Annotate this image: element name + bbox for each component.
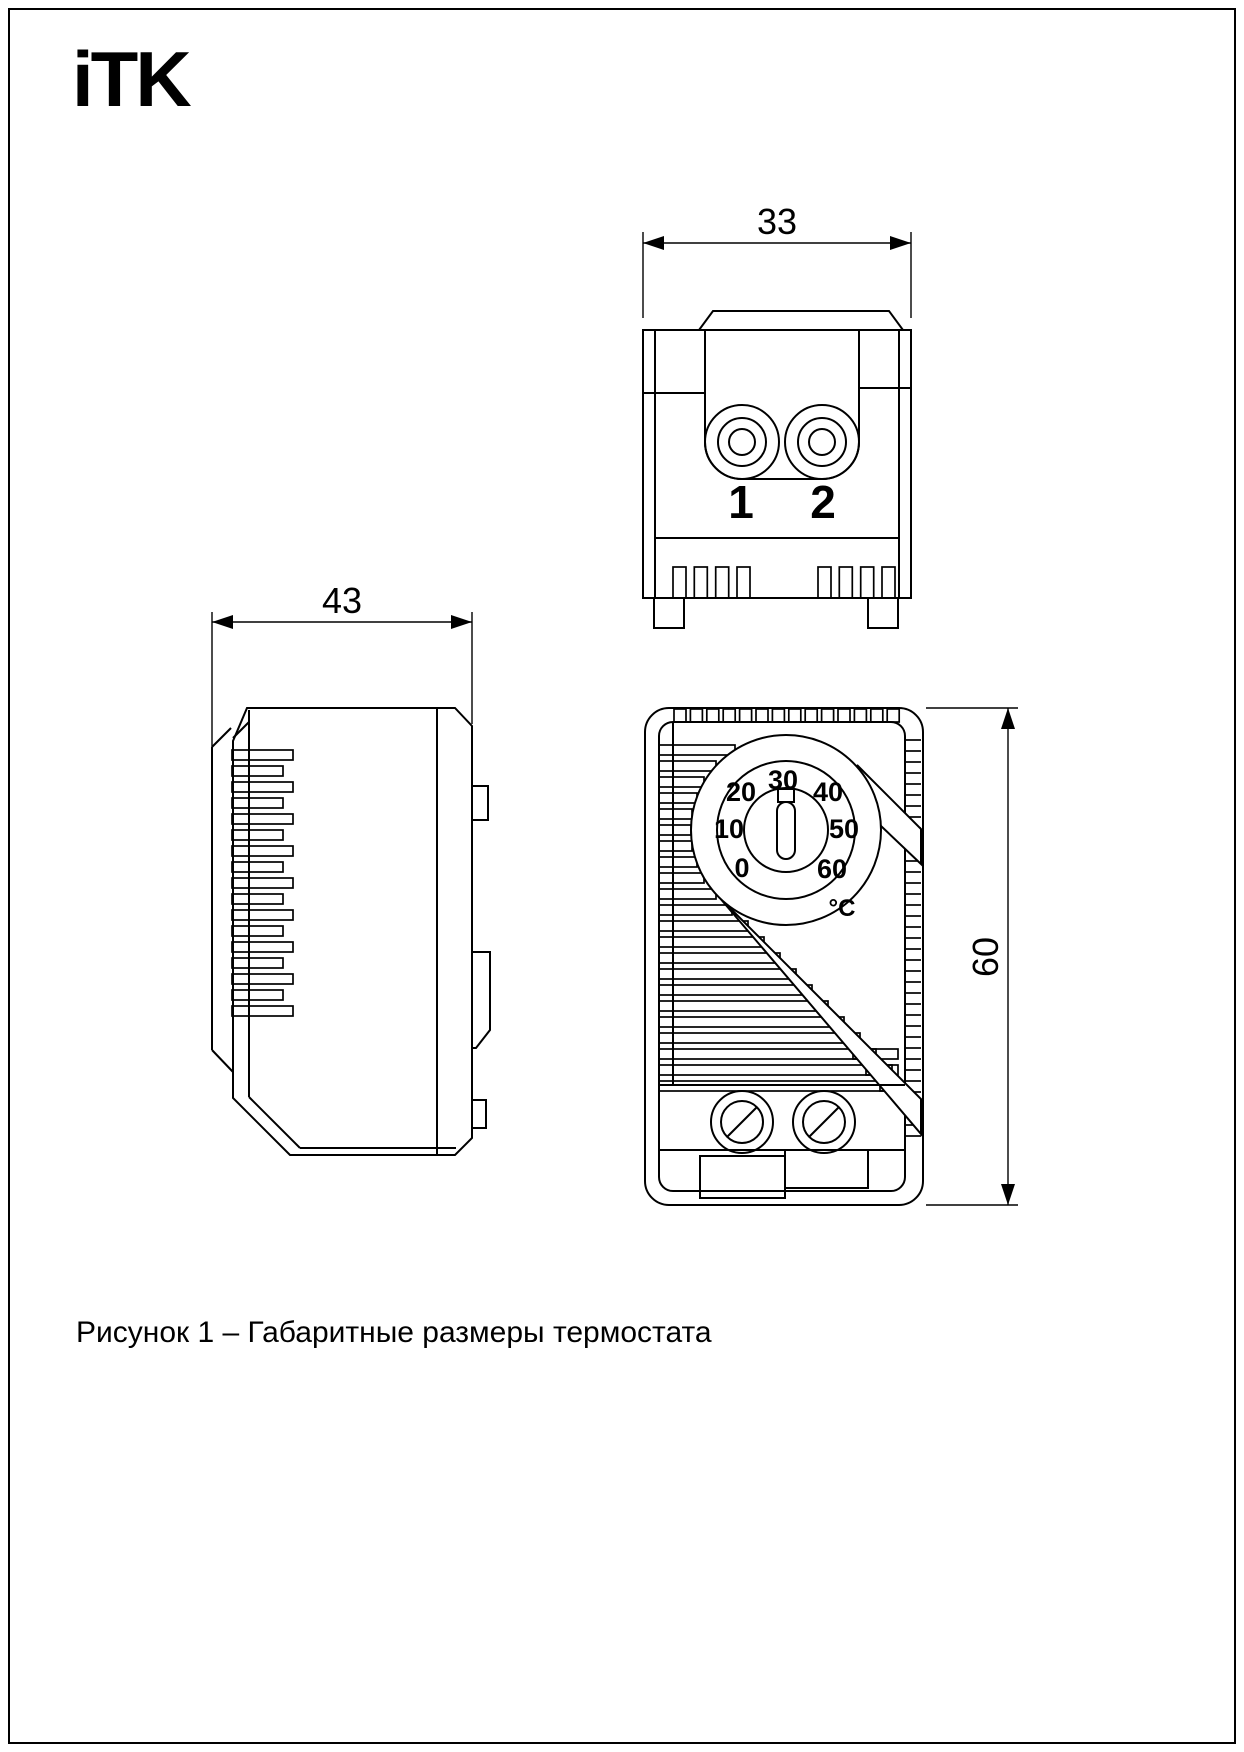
louver-slat (232, 750, 293, 760)
louver-slat (659, 1049, 876, 1059)
dial-scale-0: 0 (734, 853, 750, 883)
vent-slot (822, 709, 834, 722)
louver-slat (659, 905, 732, 915)
louver-slat (659, 841, 692, 851)
din-clip-lower (472, 952, 490, 1048)
louver-slat (659, 825, 691, 835)
louver-slat (232, 1006, 293, 1016)
vent-slot (694, 567, 707, 598)
vent-slot (690, 709, 702, 722)
arrow-up-icon (1001, 708, 1015, 729)
louver-slat (659, 1033, 860, 1043)
temperature-dial (691, 735, 881, 925)
arrow-down-icon (1001, 1184, 1015, 1205)
louver-slat (232, 862, 283, 872)
terminal-2 (785, 405, 859, 479)
vent-slot (818, 567, 831, 598)
louver-slat (232, 782, 293, 792)
louver-slat (232, 798, 283, 808)
louver-slat (232, 942, 293, 952)
louver-slat (659, 1065, 892, 1075)
terminal-recess (705, 330, 859, 479)
diagonal-ridge-lower (719, 897, 921, 1134)
louver-slat (659, 889, 716, 899)
vent-slot (789, 709, 801, 722)
side-view (212, 580, 490, 1155)
terminal-label-1: 1 (728, 476, 754, 528)
vent-slot (740, 709, 752, 722)
release-tab-right (785, 1150, 868, 1188)
vent-slot (882, 567, 895, 598)
louver-slat (659, 809, 692, 819)
dimension-label-33: 33 (756, 201, 798, 242)
screw-2 (793, 1091, 855, 1153)
louver-slat (232, 846, 293, 856)
louver-slat (659, 985, 812, 995)
vent-slot (756, 709, 768, 722)
vent-slot (805, 709, 817, 722)
figure-caption: Рисунок 1 – Габаритные размеры термостата (76, 1316, 712, 1349)
vent-slot (887, 709, 899, 722)
arrow-left-icon (643, 236, 664, 250)
louver-slat (232, 958, 283, 968)
dimension-label-43: 43 (321, 580, 363, 621)
louver-slat (659, 793, 697, 803)
dial-scale-60: 60 (816, 854, 848, 884)
louver-slat (659, 745, 735, 755)
arrow-right-icon (890, 236, 911, 250)
vent-slot (838, 709, 850, 722)
temperature-unit-label: °C (828, 895, 856, 922)
top-view (643, 201, 911, 628)
louver-slat (232, 766, 283, 776)
top-view-body (643, 330, 911, 598)
louver-slat (232, 878, 293, 888)
vent-slot (839, 567, 852, 598)
vent-slot (737, 567, 750, 598)
terminal-1 (705, 405, 779, 479)
louver-slat (659, 761, 716, 771)
vent-slot (673, 567, 686, 598)
louver-slat (232, 974, 293, 984)
dimension-60 (926, 708, 1018, 1205)
screw-1 (711, 1091, 773, 1153)
louver-slat (232, 830, 283, 840)
vent-slot (854, 709, 866, 722)
vent-slot (772, 709, 784, 722)
louver-slat (659, 857, 697, 867)
vent-slot (716, 567, 729, 598)
din-clip-upper (472, 786, 488, 820)
vent-slot (871, 709, 883, 722)
terminal-label-2: 2 (810, 476, 836, 528)
louver-slat (659, 873, 704, 883)
louver-slat (232, 894, 283, 904)
side-view-louvers (232, 750, 293, 1016)
dial-scale-50: 50 (828, 814, 860, 844)
arrow-right-icon (451, 615, 472, 629)
dial-scale-30: 30 (767, 765, 799, 795)
itk-logo: iTK (72, 35, 189, 123)
dial-scale-20: 20 (725, 777, 757, 807)
dimension-43 (212, 580, 472, 747)
dimension-label-60: 60 (965, 936, 1006, 978)
louver-slat (659, 777, 704, 787)
arrow-left-icon (212, 615, 233, 629)
louver-slat (232, 814, 293, 824)
top-view-foot-left (654, 598, 684, 628)
front-view (645, 708, 1018, 1205)
louver-slat (659, 1001, 828, 1011)
louver-slat (659, 1017, 844, 1027)
louver-slat (232, 910, 293, 920)
front-view-side-vents (905, 740, 921, 1136)
vent-slot (674, 709, 686, 722)
vent-slot (861, 567, 874, 598)
louver-slat (659, 969, 796, 979)
top-view-foot-right (868, 598, 898, 628)
dimension-33 (643, 201, 911, 318)
louver-slat (659, 937, 764, 947)
dial-scale-40: 40 (812, 777, 844, 807)
top-view-raised-band (699, 311, 903, 330)
dial-scale-10: 10 (713, 814, 745, 844)
louver-slat (232, 990, 283, 1000)
vent-slot (707, 709, 719, 722)
louver-slat (659, 953, 780, 963)
vent-slot (723, 709, 735, 722)
louver-slat (232, 926, 283, 936)
front-view-top-vents (674, 709, 899, 722)
din-clip-step (472, 1100, 486, 1128)
top-view-vent-slots (673, 567, 895, 598)
